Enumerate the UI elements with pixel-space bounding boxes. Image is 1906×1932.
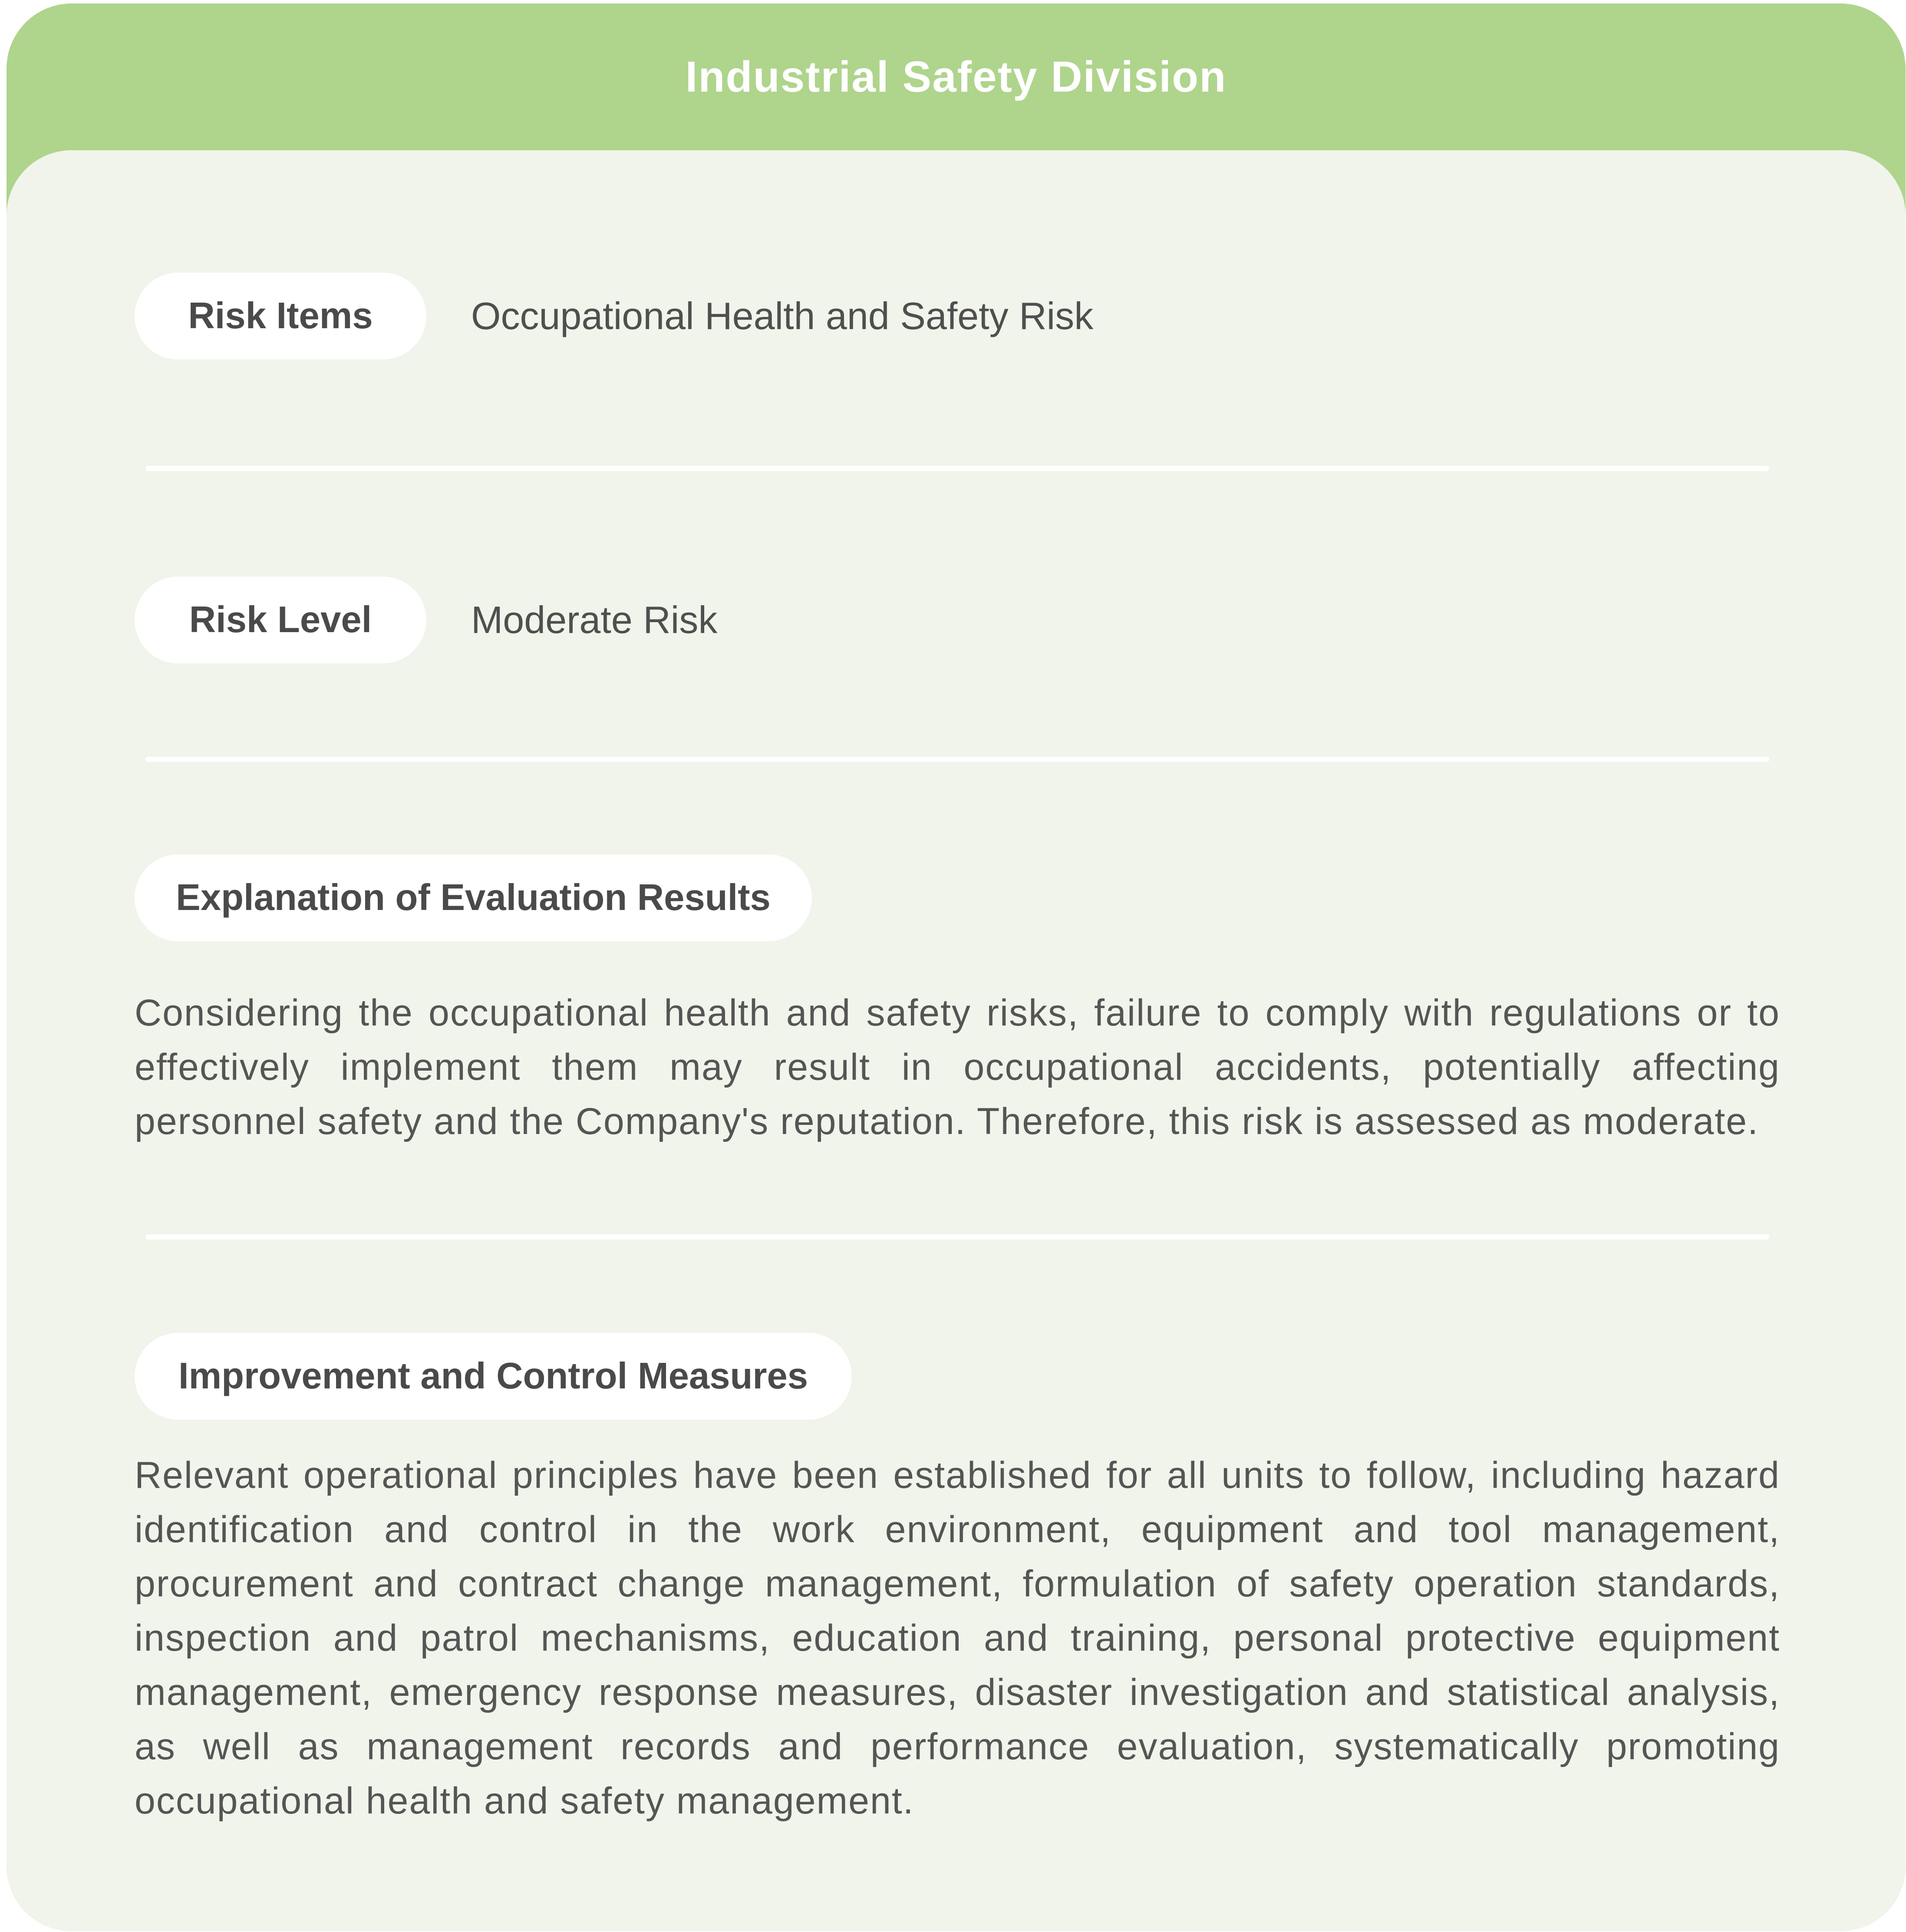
risk-items-label: Risk Items <box>135 273 426 359</box>
evaluation-text: Considering the occupational health and safety risks, failure to comply with regulations or to effectively implement them may result in occupational accidents, potentially affecting personnel safety and the Company's reputation. Therefore, this risk is assessed as moderate. <box>135 992 1780 1142</box>
card-body <box>7 150 1906 1931</box>
risk-level-value: Moderate Risk <box>471 598 718 641</box>
divider <box>145 1234 1769 1240</box>
divider <box>145 466 1769 471</box>
risk-card <box>7 3 1906 1931</box>
divider <box>145 757 1769 762</box>
division-title: Industrial Safety Division <box>685 52 1227 101</box>
risk-level-label: Risk Level <box>135 577 426 663</box>
measures-label: Improvement and Control Measures <box>135 1333 852 1420</box>
measures-text: Relevant operational principles have been established for all units to follow, including hazard identification and control in the work environment, equipment and tool management, procurement and contract change management, formulation of safety operation standards, inspection and patrol mechanisms, education and training, personal protective equipment management, emergency response measures, disaster investigation and statistical analysis, as well as management records and performance evaluation, systematically promoting occupational health and safety management. <box>135 1454 1780 1822</box>
risk-items-value: Occupational Health and Safety Risk <box>471 294 1094 337</box>
evaluation-label: Explanation of Evaluation Results <box>135 854 812 941</box>
